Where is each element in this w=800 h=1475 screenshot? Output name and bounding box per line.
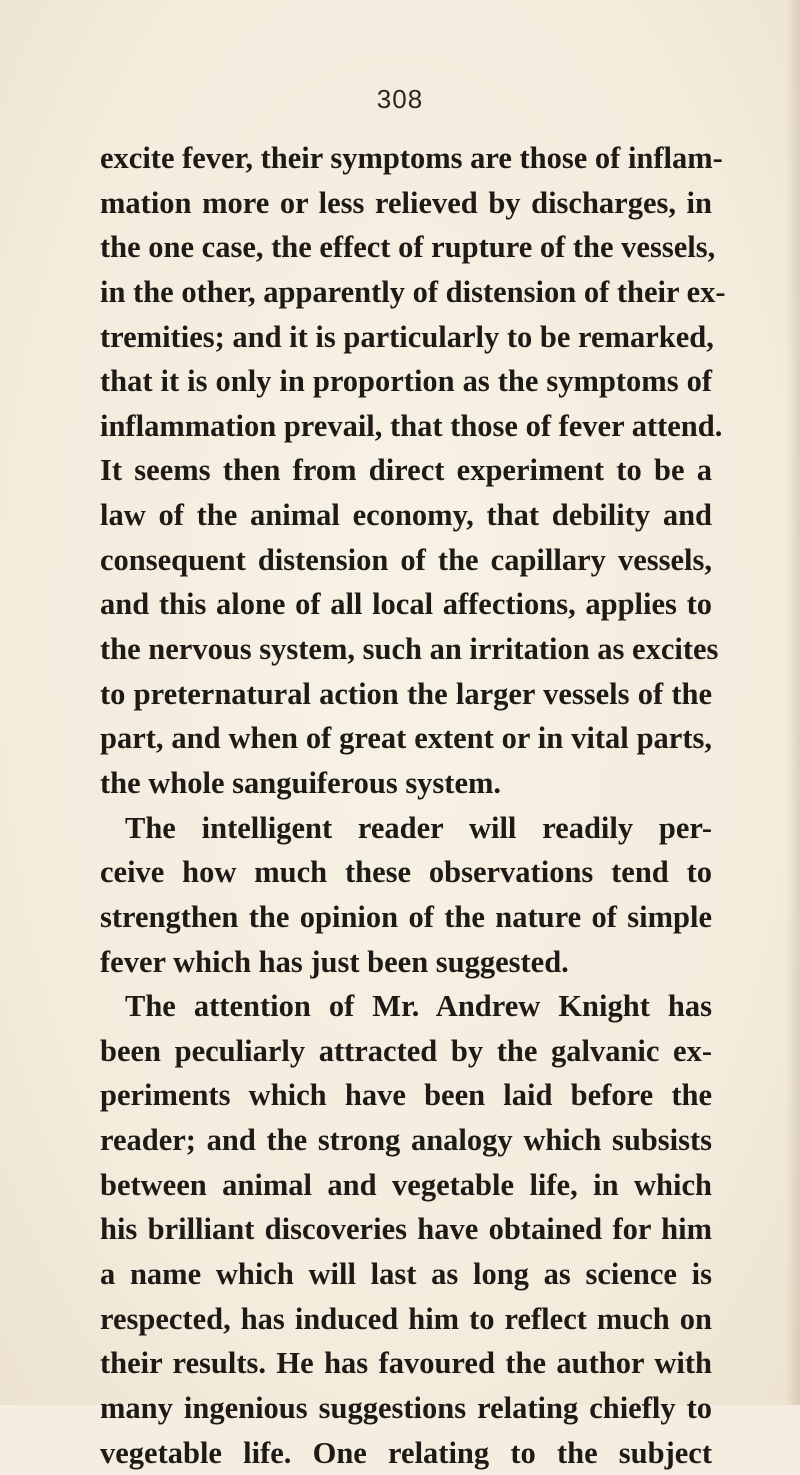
text-line: fever which has just been suggested. <box>100 944 569 979</box>
text-line: to preternatural action the larger vessels of the <box>100 676 712 711</box>
text-line: part, and when of great extent or in vital parts, <box>100 721 712 756</box>
page-number: 308 <box>376 84 424 114</box>
text-line: many ingenious suggestions relating chiefly to <box>100 1390 712 1425</box>
text-line: their results. He has favoured the author with <box>100 1346 712 1381</box>
text-line: ceive how much these observations tend to <box>100 855 712 890</box>
text-line: law of the animal economy, that debility and <box>100 498 712 533</box>
body-text <box>100 136 726 1475</box>
text-line: The attention of Mr. Andrew Knight has <box>125 989 712 1024</box>
text-line: in the other, apparently of distension of their ex- <box>100 274 726 309</box>
text-line: vegetable life. One relating to the subject <box>100 1435 712 1470</box>
text-line: mation more or less relieved by discharges, in <box>100 185 712 220</box>
text-line: and this alone of all local affections, applies to <box>100 587 712 622</box>
text-line: respected, has induced him to reflect much on <box>100 1301 712 1336</box>
text-line: the nervous system, such an irritation as excites <box>100 632 719 667</box>
text-line: the whole sanguiferous system. <box>100 765 502 800</box>
text-line: the one case, the effect of rupture of the vessels, <box>100 230 716 265</box>
text-line: reader; and the strong analogy which subsists <box>100 1123 712 1158</box>
text-line: strengthen the opinion of the nature of simple <box>100 899 712 934</box>
text-line: between animal and vegetable life, in which <box>100 1167 712 1202</box>
text-line: been peculiarly attracted by the galvanic ex- <box>100 1033 712 1068</box>
text-line: that it is only in proportion as the symptoms of <box>100 364 712 399</box>
text-line: a name which will last as long as science is <box>100 1257 712 1292</box>
text-line: The intelligent reader will readily per- <box>125 810 712 845</box>
text-line: his brilliant discoveries have obtained for him <box>100 1212 712 1247</box>
text-line: consequent distension of the capillary vessels, <box>100 542 712 577</box>
text-line: periments which have been laid before the <box>100 1078 712 1113</box>
text-line: It seems then from direct experiment to be a <box>100 453 712 488</box>
text-line: excite fever, their symptoms are those of inflam- <box>100 141 723 175</box>
text-line: tremities; and it is particularly to be remarked, <box>100 319 714 354</box>
text-line: inflammation prevail, that those of fever attend. <box>100 408 723 443</box>
page-edge-shadow <box>786 0 800 1405</box>
